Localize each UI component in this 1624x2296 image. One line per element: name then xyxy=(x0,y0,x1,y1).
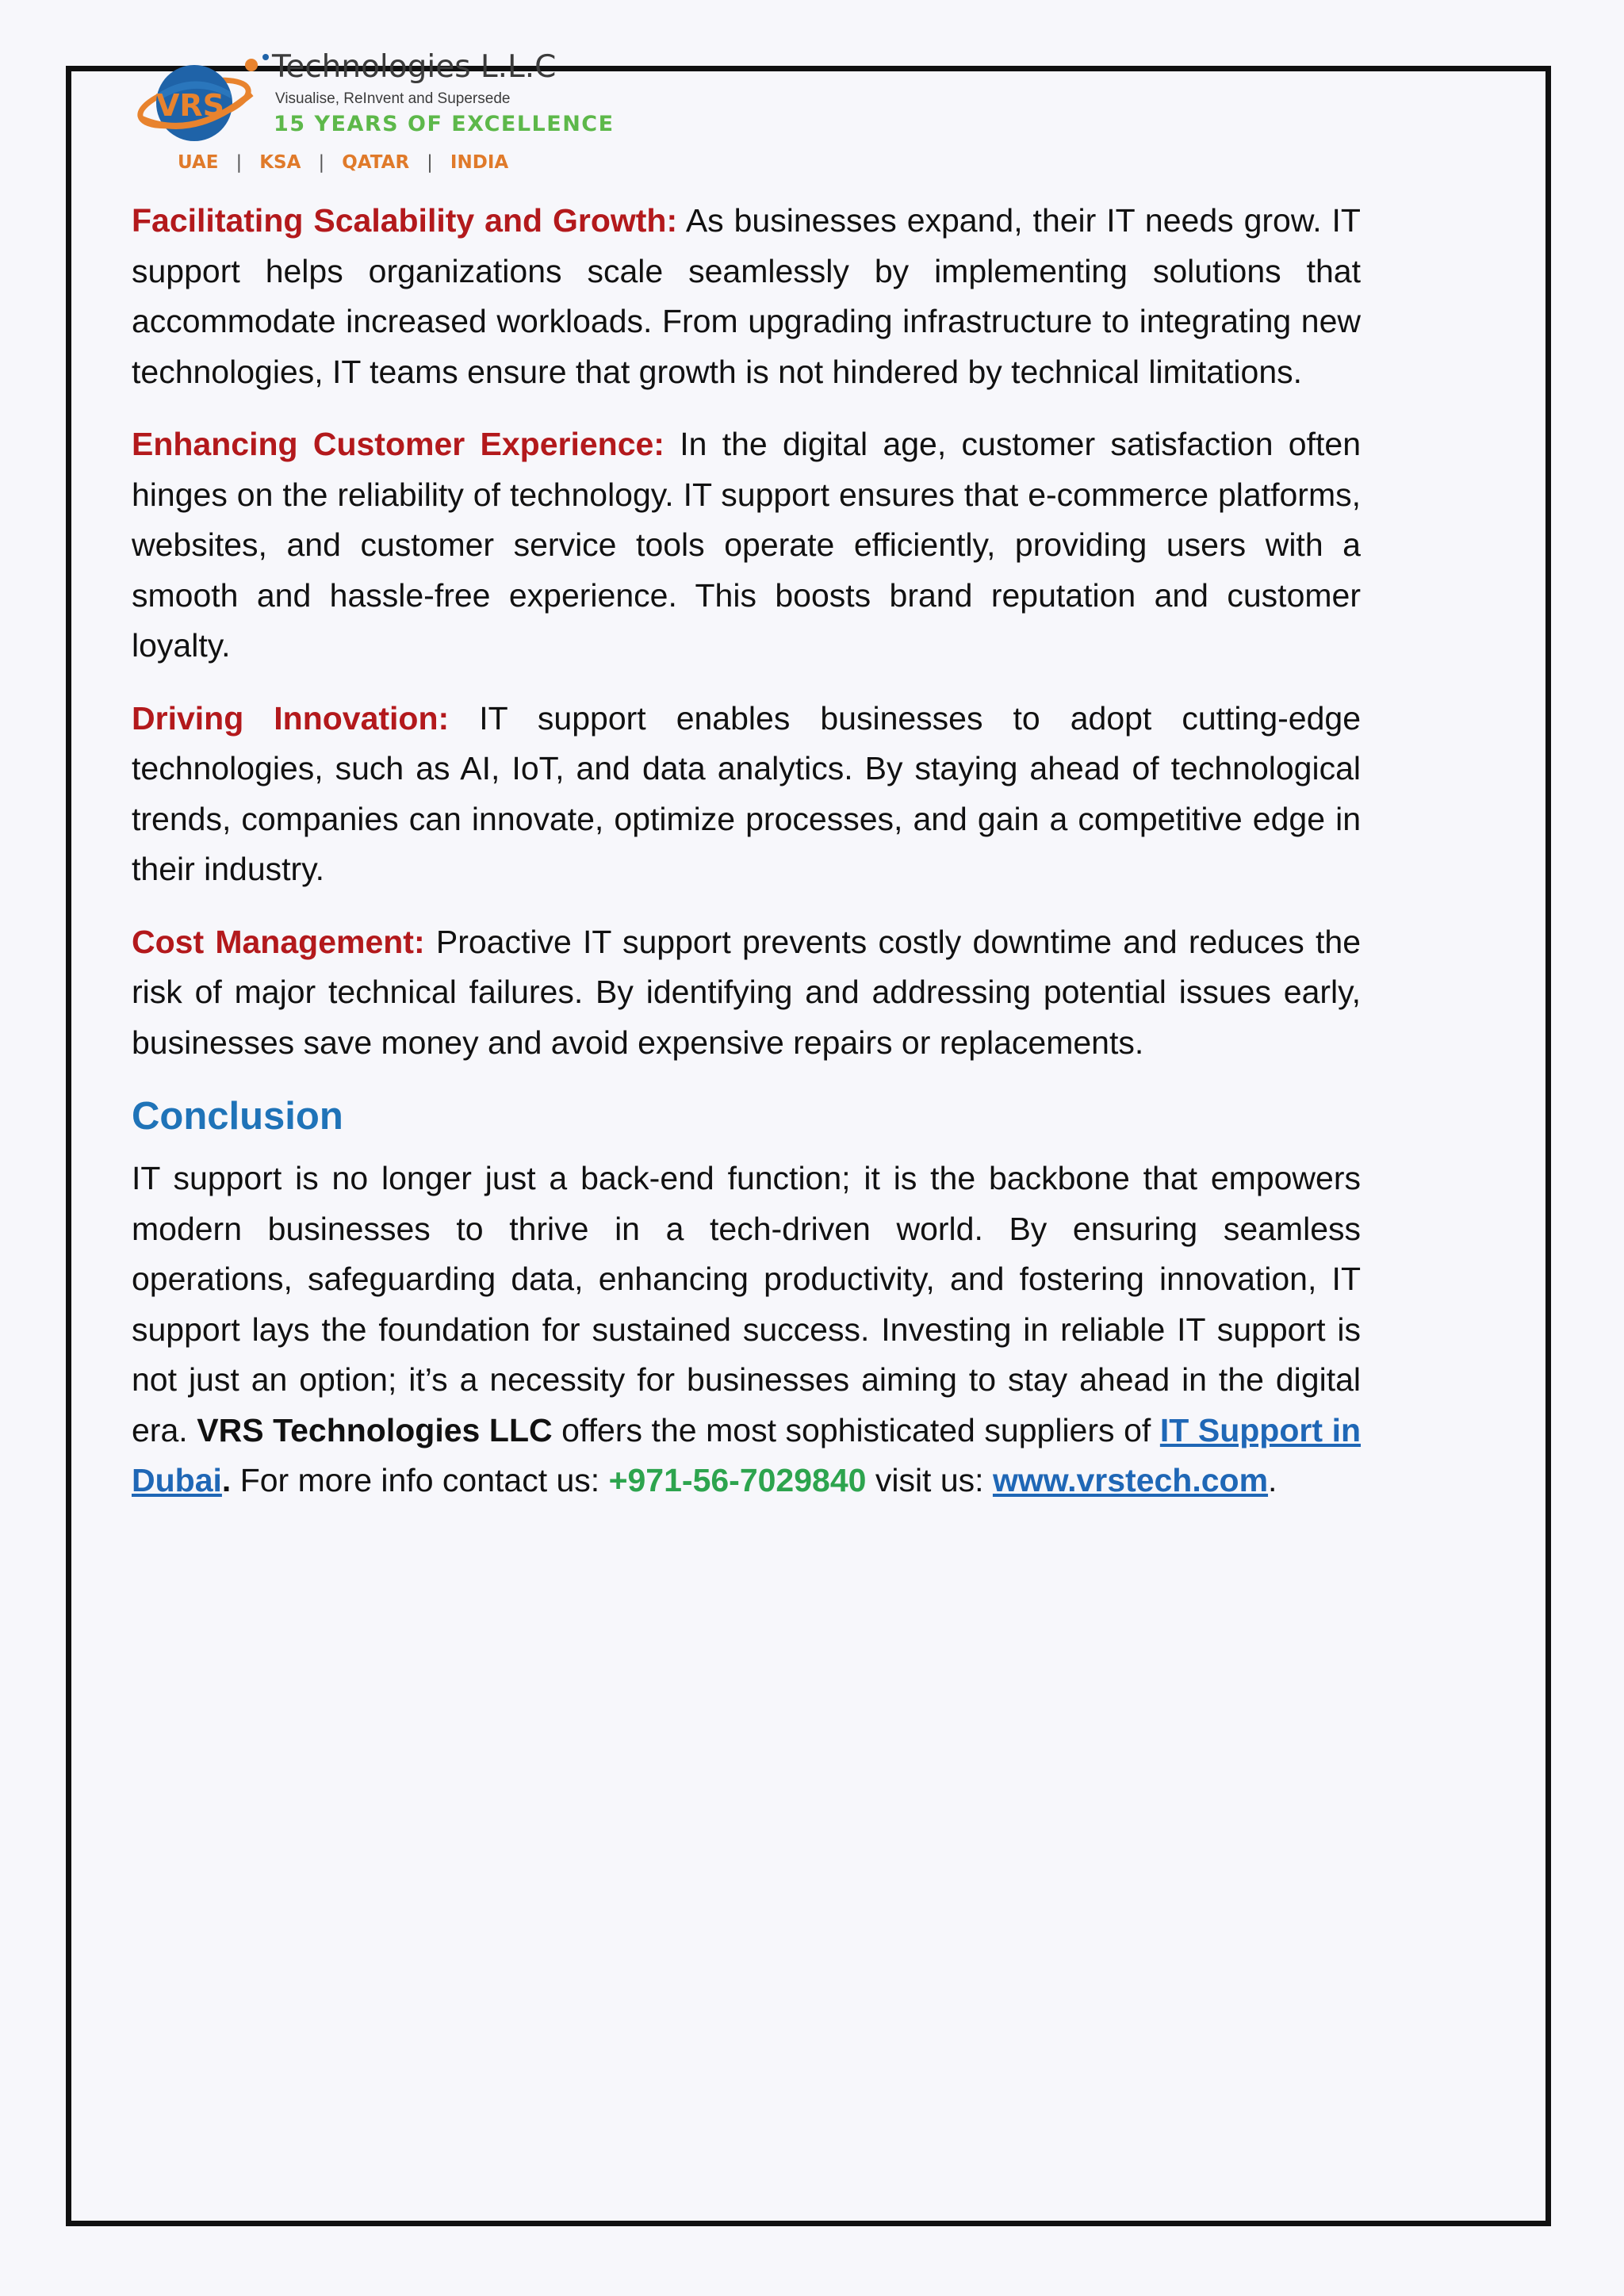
section-body: IT support enables businesses to adopt cutting-edge technologies, such as AI, IoT, and data analytics. By staying ahead of technological trends, companies can innovate, optimize processes, and gain a competitive edge in their industry. xyxy=(132,699,1361,887)
document-body xyxy=(132,196,1361,1529)
period-bold: . xyxy=(221,1462,232,1498)
conclusion-paragraph xyxy=(132,1154,1361,1506)
logo-years-badge: 15 YEARS OF EXCELLENCE xyxy=(274,112,615,136)
section-body: Proactive IT support prevents costly downtime and reduces the risk of major technical failures. By identifying and addressing potential issues early, businesses save money and avoid expensive repairs or replacements. xyxy=(132,923,1361,1061)
section-customer-experience xyxy=(132,419,1361,672)
conclusion-text: visit us: xyxy=(866,1462,993,1498)
phone-number: +971-56-7029840 xyxy=(608,1462,867,1498)
conclusion-text: . xyxy=(1268,1462,1277,1498)
logo-tagline: Visualise, ReInvent and Supersede xyxy=(275,90,511,107)
section-lead: Facilitating Scalability and Growth: xyxy=(132,202,678,239)
conclusion-text: offers the most sophisticated suppliers of xyxy=(552,1411,1160,1448)
section-lead: Enhancing Customer Experience: xyxy=(132,426,665,462)
region-divider: | xyxy=(427,152,433,173)
region-divider: | xyxy=(236,152,243,173)
company-name-bold: VRS Technologies LLC xyxy=(197,1411,553,1448)
region-qatar: QATAR xyxy=(342,152,410,173)
section-body: In the digital age, customer satisfaction often hinges on the reliability of technology. IT support ensures that e-commerce platforms, websites, and customer service tools operate efficiently, providing users with a smooth and hassle-free experience. This boosts brand reputation and customer loyalty. xyxy=(132,426,1361,664)
section-innovation xyxy=(132,694,1361,895)
section-lead: Cost Management: xyxy=(132,923,425,960)
it-support-dubai-link[interactable]: IT Support in Dubai xyxy=(132,1411,1362,1498)
section-scalability xyxy=(132,196,1361,397)
logo-regions xyxy=(178,152,508,173)
region-divider: | xyxy=(318,152,325,173)
section-cost-management xyxy=(132,917,1361,1069)
section-body: As businesses expand, their IT needs grow. IT support helps organizations scale seamlessly by implementing solutions that accommodate increased workloads. From upgrading infrastructure to integrating new technologies, IT teams ensure that growth is not hindered by technical limitations. xyxy=(132,202,1361,390)
region-ksa: KSA xyxy=(259,152,301,173)
conclusion-heading: Conclusion xyxy=(132,1095,343,1138)
region-uae: UAE xyxy=(178,152,219,173)
vrs-globe-icon xyxy=(132,46,283,157)
conclusion-text: For more info contact us: xyxy=(231,1462,609,1498)
section-lead: Driving Innovation: xyxy=(132,699,450,737)
company-logo xyxy=(132,46,640,193)
region-india: INDIA xyxy=(450,152,509,173)
svg-text:VRS: VRS xyxy=(156,88,225,123)
website-link[interactable]: www.vrstech.com xyxy=(992,1462,1269,1498)
conclusion-text: IT support is no longer just a back-end function; it is the backbone that empowers modern businesses to thrive in a tech-driven world. By ensuring seamless operations, safeguarding data, enhancing productivity, and fostering innovation, IT support lays the foundation for sustained success. Investing in reliable IT support is not just an option; it’s a necessity for businesses aiming to stay ahead in the digital era. xyxy=(132,1160,1361,1448)
logo-company-name: Technologies L.L.C xyxy=(272,49,557,85)
